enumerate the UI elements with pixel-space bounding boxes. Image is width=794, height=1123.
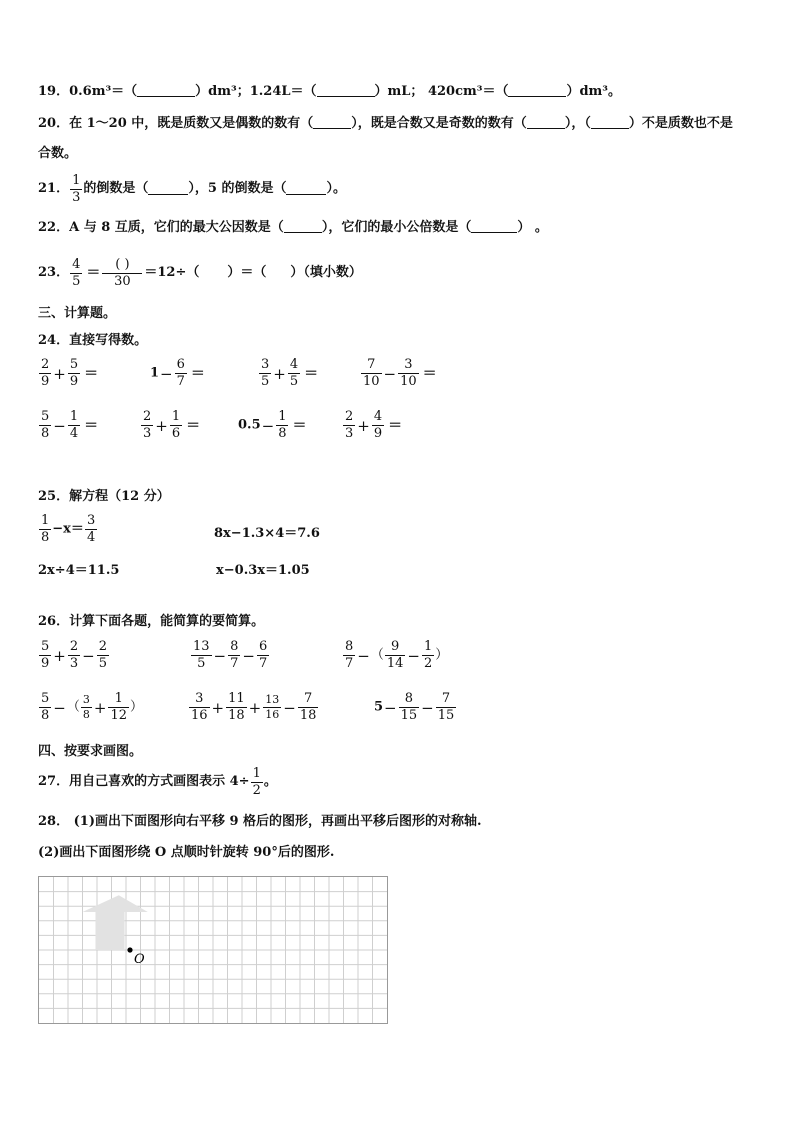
answer-blank[interactable] <box>508 84 566 97</box>
equation-3: 2x÷4＝11.5 <box>38 563 120 578</box>
answer-blank[interactable] <box>137 84 195 97</box>
answer-blank[interactable] <box>148 182 188 195</box>
answer-blank[interactable] <box>284 220 322 233</box>
answer-blank[interactable] <box>527 116 565 129</box>
section-3-title: 三、计算题。 <box>38 306 117 321</box>
q24-item: $\frac{3}{5}$ + $\frac{4}{5}$ ＝ <box>261 357 319 389</box>
q26-expression: 5− $\frac{8}{15}$ − $\frac{7}{15}$ <box>374 691 455 723</box>
arrow-shape <box>83 895 148 950</box>
question-28-line2: (2)画出下面图形绕 O 点顺时针旋转 90°后的图形. <box>38 845 335 860</box>
point-o-label: O <box>134 952 145 967</box>
question-25-title: 25．解方程（12 分） <box>38 489 170 504</box>
grid-canvas <box>39 877 387 1023</box>
q26-expression: $\frac{5}{8}$ −（ $\frac{3}{8}$ + $\frac{1}{12}$ ） <box>41 691 144 723</box>
equation-2: 8x−1.3×4＝7.6 <box>214 526 320 541</box>
q26-expression: $\frac{3}{16}$ + $\frac{11}{18}$ + $\frac{13}{16}$ − $\frac{7}{18}$ <box>191 691 317 723</box>
question-24-title: 24．直接写得数。 <box>38 333 148 348</box>
answer-blank[interactable]: ( ) <box>115 256 130 272</box>
question-26-title: 26．计算下面各题，能简算的要简算。 <box>38 614 265 629</box>
q24-item: $\frac{5}{8}$ − $\frac{1}{4}$ ＝ <box>41 409 99 441</box>
q24-item: $\frac{7}{10}$ − $\frac{3}{10}$ ＝ <box>363 357 437 389</box>
equation-4: x−0.3x＝1.05 <box>216 563 310 578</box>
question-27: 27．用自己喜欢的方式画图表示 4÷ $\frac{1}{2}$ 。 <box>38 765 277 798</box>
q24-item: 0.5− $\frac{1}{8}$ ＝ <box>238 409 307 441</box>
question-22: 22．A 与 8 互质，它们的最大公因数是（ ），它们的最小公倍数是（ ） 。 <box>38 220 548 235</box>
q26-expression: $\frac{8}{7}$ −（ $\frac{9}{14}$ − $\frac{1}{2}$ ） <box>345 639 449 671</box>
q26-expression: $\frac{5}{9}$ + $\frac{2}{3}$ − $\frac{2}{5}$ <box>41 639 107 671</box>
question-23: 23． $\frac{4}{5}$ ＝ $\frac{( )}{30}$ ＝12÷（ ）＝（ ）（填小数） <box>38 256 362 289</box>
answer-blank[interactable] <box>286 182 326 195</box>
question-20: 20．在 1～20 中，既是质数又是偶数的数有（ ），既是合数又是奇数的数有（ ），（ ）不是质数也不是 <box>38 116 733 131</box>
question-21: 21． $\frac{1}{3}$ 的倒数是（ ），5 的倒数是（ ）。 <box>38 172 346 205</box>
question-28-line1: 28． (1)画出下面图形向右平移 9 格后的图形，再画出平移后图形的对称轴. <box>38 814 482 829</box>
q24-item: $\frac{2}{3}$ + $\frac{1}{6}$ ＝ <box>143 409 201 441</box>
section-4-title: 四、按要求画图。 <box>38 744 143 759</box>
answer-blank[interactable] <box>591 116 629 129</box>
equation-1: $\frac{1}{8}$ −x＝ $\frac{3}{4}$ <box>41 513 96 545</box>
question-19: 19．0.6m³＝（ ）dm³；1.24L＝（ ）mL； 420cm³＝（ ）dm³。 <box>38 84 621 99</box>
answer-blank[interactable] <box>471 220 517 233</box>
q24-item: 1− $\frac{6}{7}$ ＝ <box>150 357 205 389</box>
drawing-grid[interactable] <box>38 876 388 1024</box>
question-20-cont: 合数。 <box>38 146 78 161</box>
answer-blank[interactable] <box>313 116 351 129</box>
point-o <box>127 947 132 952</box>
q24-item: $\frac{2}{3}$ + $\frac{4}{9}$ ＝ <box>345 409 403 441</box>
answer-blank[interactable] <box>317 84 375 97</box>
q26-expression: $\frac{13}{5}$ − $\frac{8}{7}$ − $\frac{6}{7}$ <box>193 639 268 671</box>
grid-lines <box>39 877 387 1023</box>
q24-item: $\frac{2}{9}$ + $\frac{5}{9}$ ＝ <box>41 357 99 389</box>
